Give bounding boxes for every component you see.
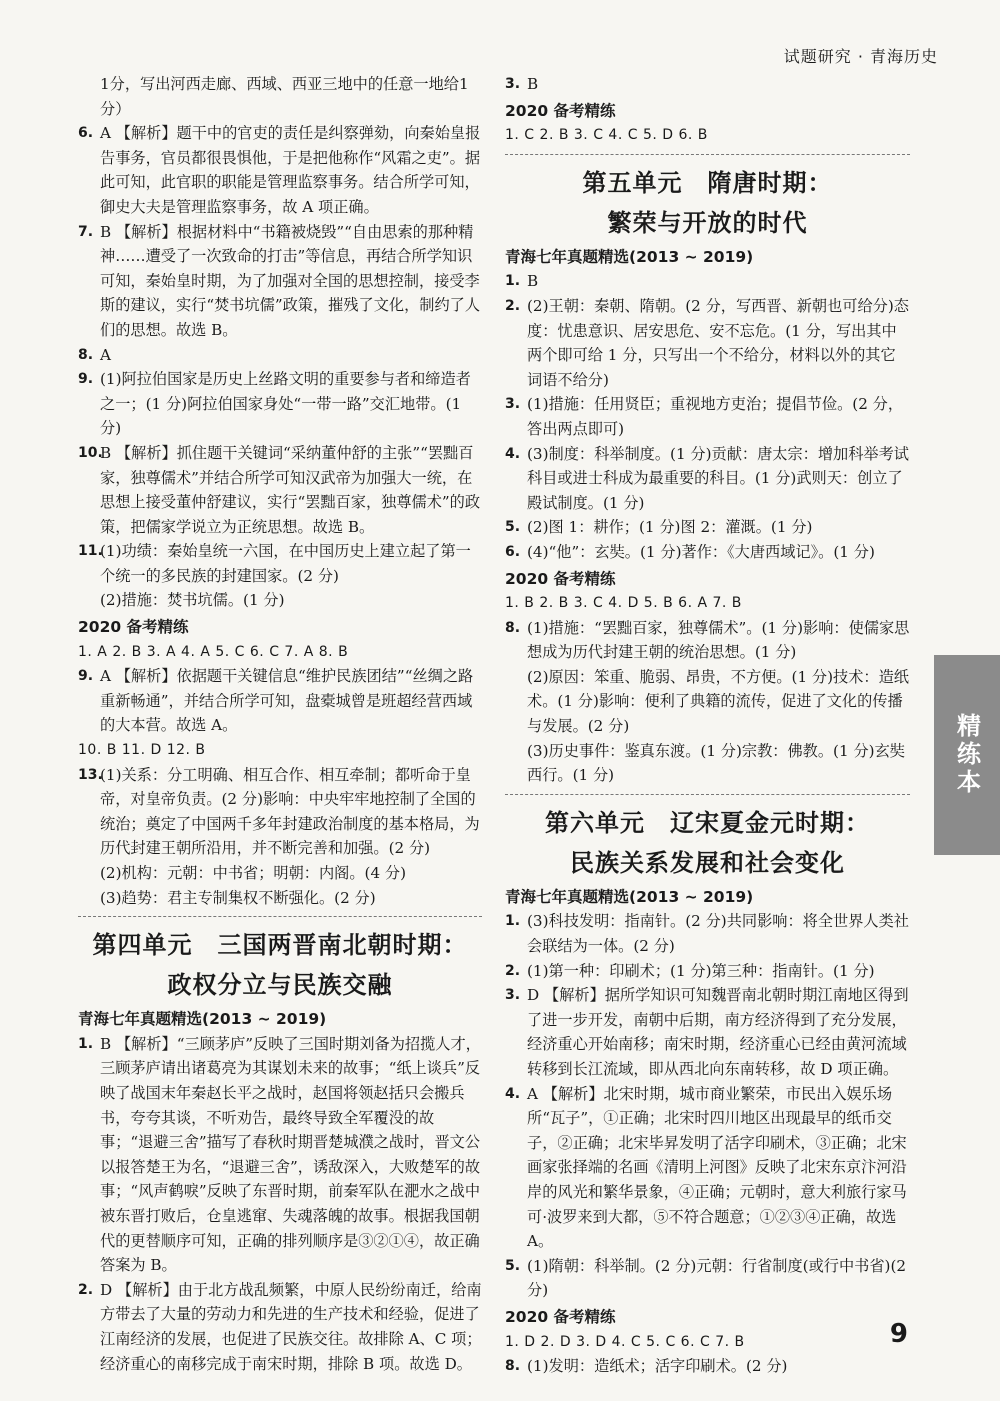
- answer-key-row: 10. B 11. D 12. B: [78, 742, 206, 759]
- answer-item: 1. (3)科技发明：指南针。(2 分)共同影响：将全世界人类社会联结为一体。(2 分): [505, 912, 909, 956]
- answer-item: 4. A 【解析】北宋时期，城市商业繁荣，市民出入娱乐场所“瓦子”，①正确；北宋时四川地区出现最早的纸币交子，②正确；北宋毕昇发明了活字印刷术，③正确；北宋画家张择端的名画《清明上河图》反映了北宋东京汴河沿岸的风光和繁华景象，④正确；元朝时，意大利旅行家马可·波罗来到大都，⑤不符合题意；①②③④正确，故选 A。: [505, 1084, 907, 1251]
- answer-subitem: (2)原因：笨重、脆弱、昂贵，不方便。(1 分)技术：造纸术。(1 分)影响：便利了典籍的流传，促进了文化的传播与发展。(2 分): [527, 667, 909, 736]
- section-divider: [505, 794, 910, 795]
- right-column: [505, 72, 910, 1379]
- answer-item: 2. D 【解析】由于北方战乱频繁，中原人民纷纷南迁，给南方带去了大量的劳动力和先进的生产技术和经验，促进了江南经济的发展，也促进了民族交往。故排除 A、C 项；经济重心的南移完成于南宋时期，排除 B 项。故选 D。: [78, 1280, 482, 1373]
- answer-item: 2. (2)王朝：秦朝、隋朝。(2 分，写西晋、新朝也可给分)态度：忧患意识、居安思危、安不忘危。(1 分，写出其中两个即可给 1 分，只写出一个不给分，材料以外的其它词语不给分): [505, 296, 909, 389]
- unit-title: 政权分立与民族交融: [167, 971, 393, 1000]
- section-subhead: 青海七年真题精选(2013 ~ 2019): [505, 887, 754, 906]
- answer-item: 3. (1)措施：任用贤臣；重视地方吏治；提倡节俭。(2 分，答出两点即可): [505, 395, 904, 438]
- answer-key-row: 1. D 2. D 3. D 4. C 5. C 6. C 7. B: [505, 1333, 745, 1350]
- answer-key-row: 1. B 2. B 3. C 4. D 5. B 6. A 7. B: [505, 595, 742, 612]
- answer-subitem: (2)措施：焚书坑儒。(1 分): [100, 591, 285, 610]
- answer-item: 3. B: [505, 75, 539, 93]
- section-subhead: 青海七年真题精选(2013 ~ 2019): [505, 247, 754, 266]
- section-divider: [505, 154, 910, 155]
- section-subhead: 2020 备考精练: [505, 569, 616, 588]
- answer-item: 9. A 【解析】依据题干关键信息“维护民族团结”“丝绸之路重新畅通”，并结合所学可知，盘橐城曾是班超经营西域的大本营。故选 A。: [78, 667, 474, 735]
- unit-title: 民族关系发展和社会变化: [570, 848, 845, 877]
- answer-item: 1. B: [505, 272, 539, 291]
- left-column: [78, 72, 482, 1376]
- answer-item: 7. B 【解析】根据材料中“书籍被烧毁”“自由思索的那种精神……遭受了一次致命的打击”等信息，再结合所学知识可知，秦始皇时期，为了加强对全国的思想控制，接受李斯的建议，实行“焚书坑儒”政策，摧残了文化，制约了人们的思想。故选 B。: [78, 222, 481, 339]
- section-subhead: 2020 备考精练: [505, 1307, 616, 1326]
- unit-title: 第四单元 三国两晋南北朝时期：: [92, 931, 468, 960]
- answer-item: 6. (4)“他”：玄奘。(1 分)著作：《大唐西域记》。(1 分): [505, 542, 875, 561]
- side-tab: [934, 655, 1000, 855]
- page-number: 9: [889, 1319, 908, 1349]
- answer-item: 2. (1)第一种：印刷术；(1 分)第三种：指南针。(1 分): [505, 961, 875, 980]
- answer-item: 5. (1)隋朝：科举制。(2 分)元朝：行省制度(或行中书省)(2 分): [505, 1256, 907, 1300]
- answer-item: 4. (3)制度：科举制度。(1 分)贡献：唐太宗：增加科举考试科目或进士科成为最重要的科目。(1 分)武则天：创立了殿试制度。(1 分): [505, 444, 909, 512]
- answer-item: 9. (1)阿拉伯国家是历史上丝路文明的重要参与者和缔造者之一；(1 分)阿拉伯国家身处“一带一路”交汇地带。(1 分): [78, 370, 471, 438]
- answer-item: 13. (1)关系：分工明确、相互合作、相互牵制；都听命于皇帝，对皇帝负责。(2 分)影响：中央牢牢地控制了全国的统治；奠定了中国两千多年封建政治制度的基本格局，为历代封建王朝所沿用，并不断完善和加强。(2 分): [78, 765, 480, 858]
- section-subhead: 青海七年真题精选(2013 ~ 2019): [78, 1010, 327, 1029]
- answer-key-row: 1. C 2. B 3. C 4. C 5. D 6. B: [505, 127, 708, 144]
- section-subhead: 2020 备考精练: [505, 101, 616, 120]
- answer-item: 8. (1)措施：“罢黜百家，独尊儒术”。(1 分)影响：使儒家思想成为历代封建王朝的统治思想。(1 分): [505, 618, 910, 662]
- section-divider: [78, 916, 482, 917]
- answer-item: 8. A: [78, 345, 111, 364]
- answer-item: 3. D 【解析】据所学知识可知魏晋南北朝时期江南地区得到了进一步开发，南朝中后期，南方经济得到了充分发展，经济重心开始南移；南宋时期，经济重心已经由黄河流域转移到长江流域，即从西北向东南转移，故 D 项正确。: [505, 986, 909, 1078]
- answer-subitem: (2)机构：元朝：中书省；明朝：内阁。(4 分): [100, 864, 407, 882]
- unit-title: 第五单元 隋唐时期：: [582, 168, 833, 197]
- answer-item: 11. (1)功绩：秦始皇统一六国，在中国历史上建立起了第一个统一的多民族的封建国家。(2 分): [78, 542, 471, 585]
- page-header: 试题研究 · 青海历史: [783, 47, 938, 66]
- unit-title: 第六单元 辽宋夏金元时期：: [545, 808, 870, 837]
- answer-subitem: (3)历史事件：鉴真东渡。(1 分)宗教：佛教。(1 分)玄奘西行。(1 分): [527, 741, 905, 785]
- answer-item: 6. A 【解析】题干中的官吏的责任是纠察弹劾，向秦始皇报告事务，官员都很畏惧他，于是把他称作“风霜之吏”。据此可知，此官职的职能是管理监察事务。结合所学可知，御史大夫是管理监察事务，故 A 项正确。: [78, 124, 481, 216]
- answer-item: 10. B 【解析】抓住题干关键词“采纳董仲舒的主张”“罢黜百家，独尊儒术”并结合所学可知汉武帝为加强大一统，在思想上接受董仲舒建议，实行“罢黜百家，独尊儒术”的政策，把儒家学说立为正统思想。故选 B。: [78, 443, 481, 536]
- unit-title: 繁荣与开放的时代: [607, 208, 808, 237]
- answer-item: 5. (2)图 1：耕作；(1 分)图 2：灌溉。(1 分): [505, 518, 813, 537]
- answer-item: 8. (1)发明：造纸术；活字印刷术。(2 分): [505, 1357, 788, 1376]
- answer-key-row: 1. A 2. B 3. A 4. A 5. C 6. C 7. A 8. B: [78, 643, 349, 660]
- answer-item: 1. B 【解析】“三顾茅庐”反映了三国时期刘备为招揽人才，三顾茅庐请出诸葛亮为其谋划未来的故事；“纸上谈兵”反映了战国末年秦赵长平之战时，赵国将领赵括只会搬兵书，夸夸其谈，不听劝告，最终导致全军覆没的故事；“退避三舍”描写了春秋时期晋楚城濮之战时，晋文公以报答楚王为名，“退避三舍”，诱敌深入，大败楚军的故事；“风声鹤唳”反映了东晋时期，前秦军队在淝水之战中被东晋打败后，仓皇逃窜、失魂落魄的故事。根据我国朝代的更替顺序可知，正确的排列顺序是③②①④，故正确答案为 B。: [78, 1034, 481, 1275]
- answer-subitem: (3)趋势：君主专制集权不断强化。(2 分): [100, 888, 376, 907]
- side-tab-label: 精练本: [952, 713, 981, 797]
- section-subhead: 2020 备考精练: [78, 618, 189, 637]
- continued-text: 1分，写出河西走廊、西域、西亚三地中的任意一地给1分）: [100, 75, 469, 118]
